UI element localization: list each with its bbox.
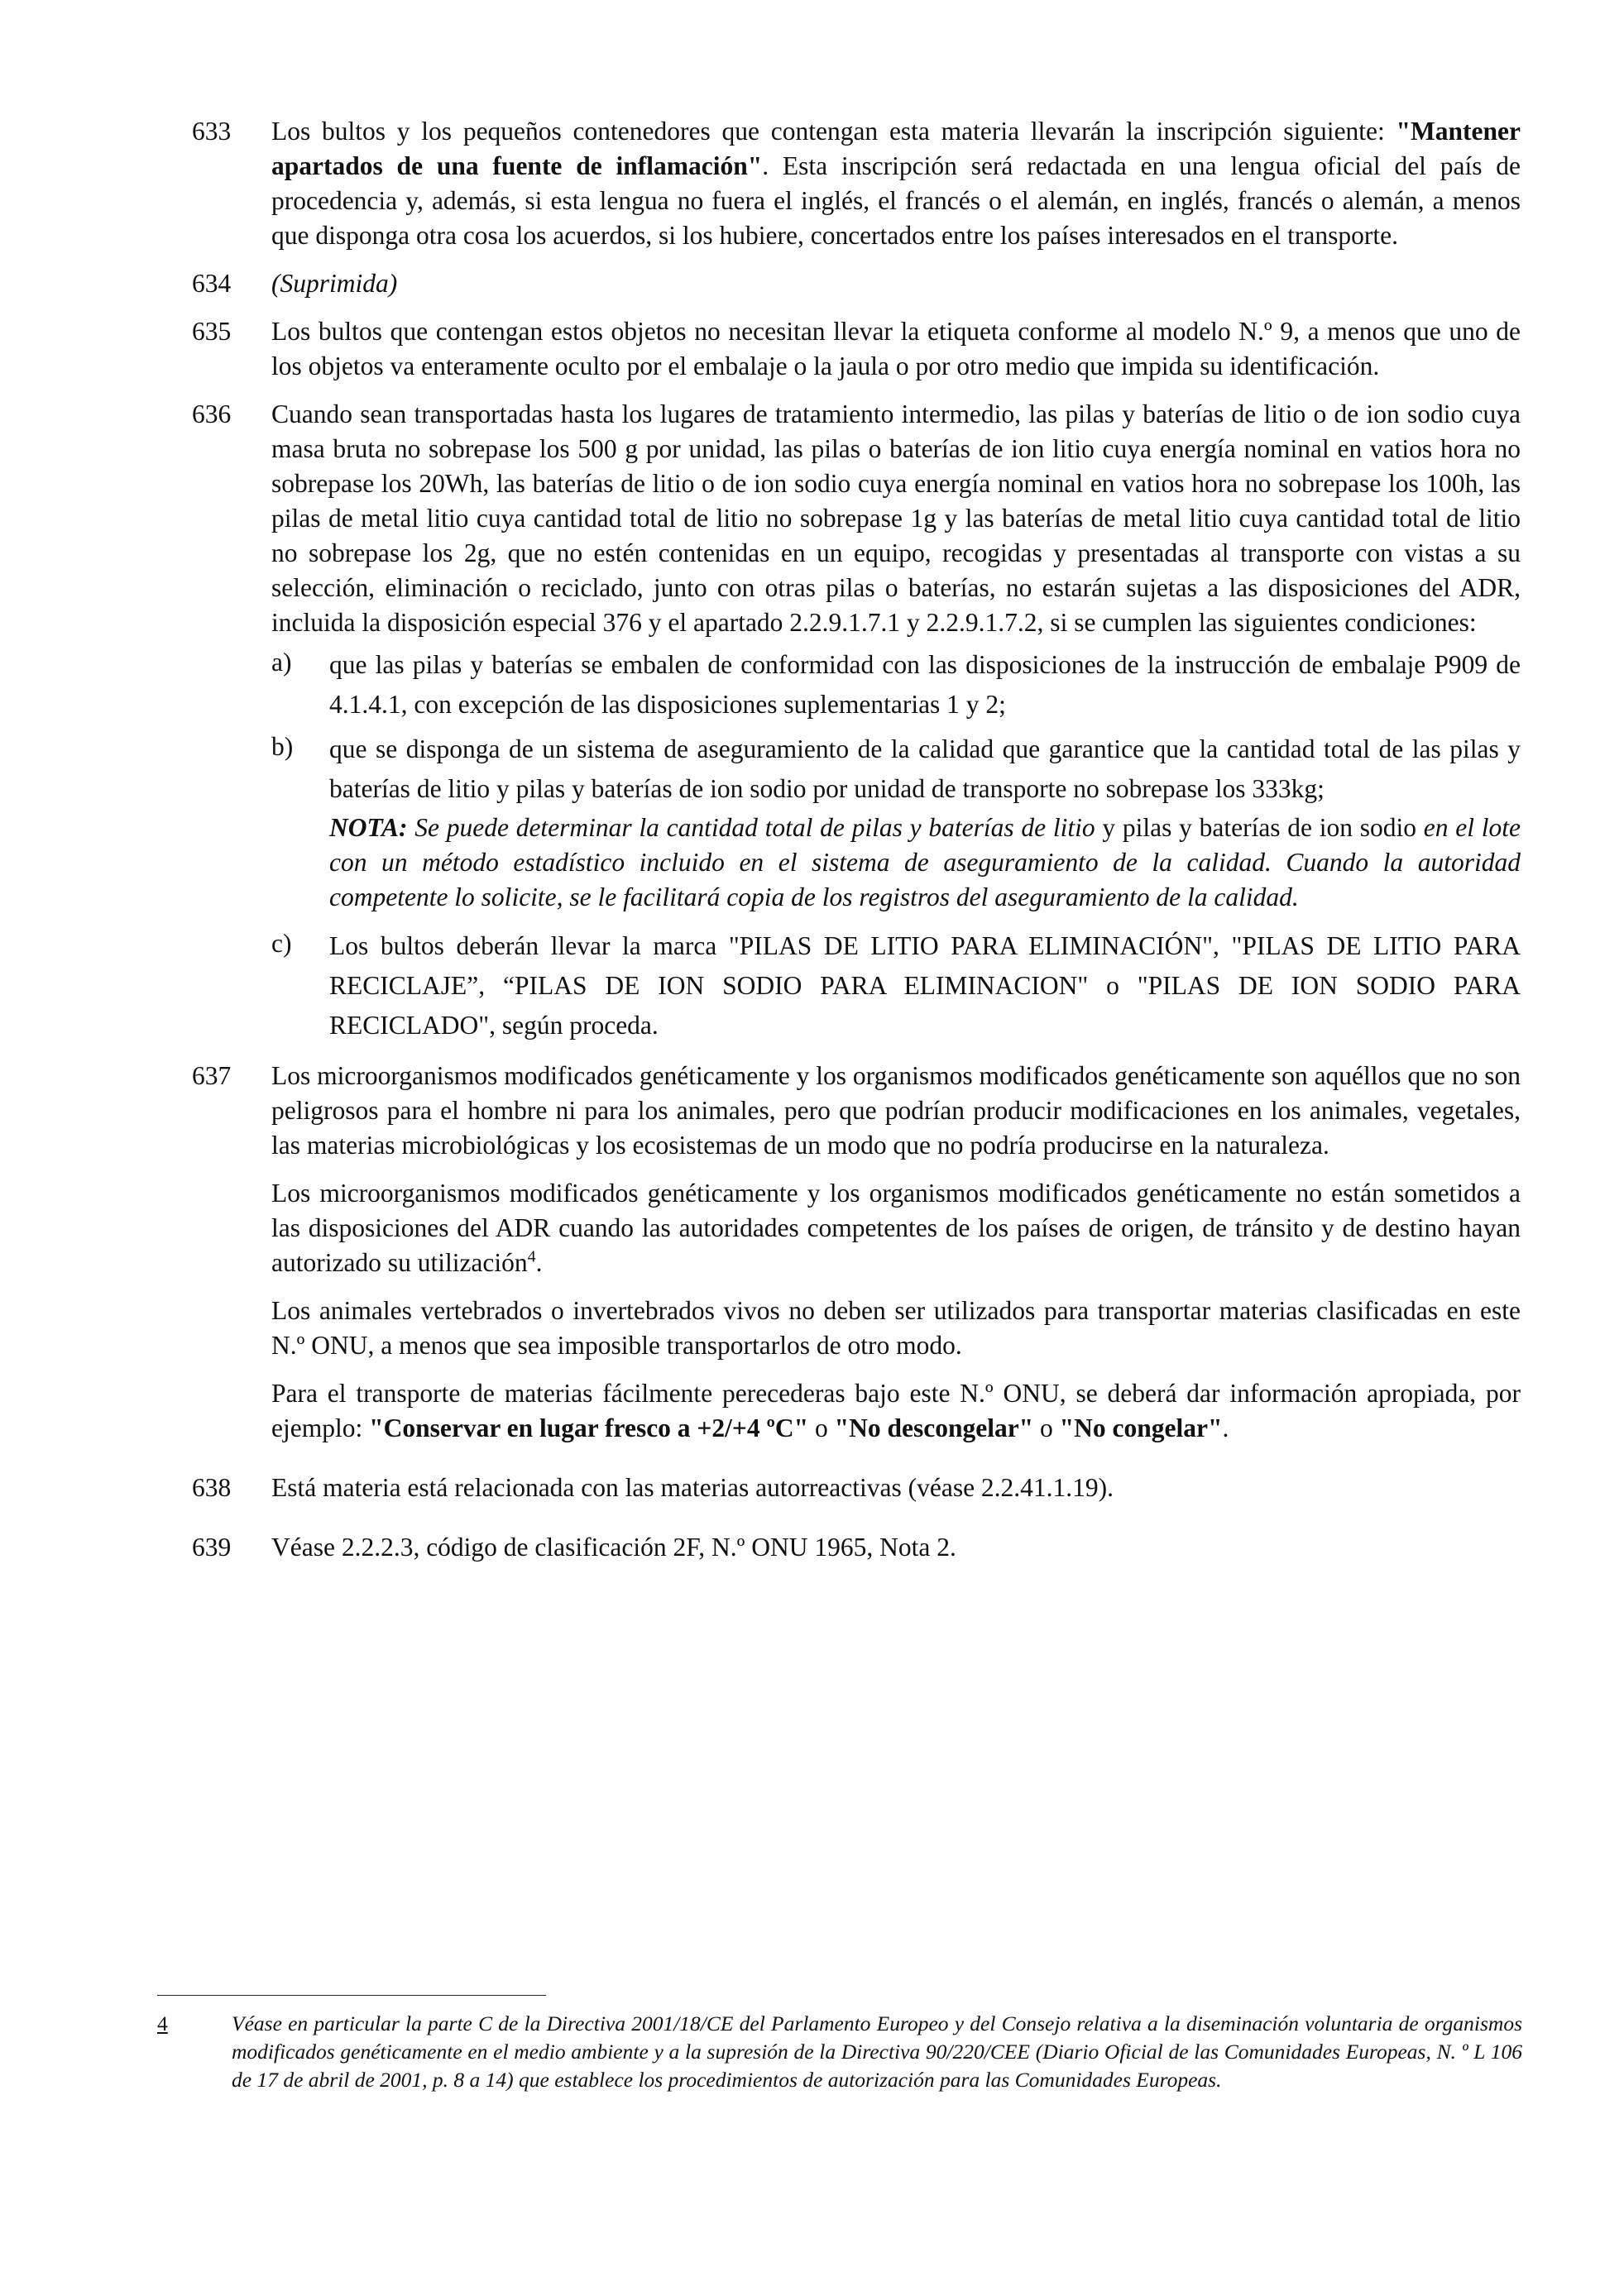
provision-body xyxy=(271,1530,1521,1565)
provision-paragraph: Los microorganismos modificados genéticamente y los organismos modificados genéticamente no están sometidos a las disposiciones del ADR cuando las autoridades competentes de los países de origen, de tránsito y de destino hayan autorizado su utilización$^4$. xyxy=(271,1179,1521,1277)
provision-body xyxy=(271,314,1521,384)
provision-number: 633 xyxy=(192,117,232,146)
condition-label: a) xyxy=(271,648,292,677)
condition-item-b xyxy=(271,729,1521,921)
footnote-reference[interactable]: 4 xyxy=(527,1247,536,1266)
condition-item-c xyxy=(271,926,1521,1045)
provision-633 xyxy=(192,114,1521,253)
condition-text: que las pilas y baterías se embalen de conformidad con las disposiciones de la instrucción de embalaje P909 de 4.1.4.1, con excepción de las disposiciones suplementarias 1 y 2; xyxy=(329,650,1521,719)
provision-body xyxy=(271,397,1521,1045)
condition-text: Los bultos deberán llevar la marca "PILAS DE LITIO PARA ELIMINACIÓN", "PILAS DE LITIO PARA RECICLAJE”, “PILAS DE ION SODIO PARA ELIMINACION" o "PILAS DE ION SODIO PARA RECICLADO", según proceda. xyxy=(329,931,1521,1040)
condition-text: que se disponga de un sistema de aseguramiento de la calidad que garantice que la cantidad total de las pilas y baterías de litio y pilas y baterías de ion sodio por unidad de transporte no sobrepase los 333kg; xyxy=(329,734,1521,803)
provision-number: 637 xyxy=(192,1061,232,1090)
provision-635 xyxy=(192,314,1521,384)
footnote-number: 4 xyxy=(157,2011,168,2035)
footnote xyxy=(157,2010,1522,2094)
provision-text: (Suprimida) xyxy=(271,269,398,298)
footnote-text: Véase en particular la parte C de la Directiva 2001/18/CE del Parlamento Europeo y del Consejo relativa a la diseminación voluntaria de organismos modificados genéticamente en el medio ambiente y a la supresión de la Directiva 90/220/CEE (Diario Oficial de las Comunidades Europeas, N. º L 106 de 17 de abril de 2001, p. 8 a 14) que establece los procedimientos de autorización para las Comunidades Europeas. xyxy=(232,2011,1522,2092)
provision-634 xyxy=(192,266,1521,301)
provision-637 xyxy=(192,1059,1521,1446)
condition-label: c) xyxy=(271,929,292,958)
provision-body xyxy=(271,266,1521,301)
provision-number: 639 xyxy=(192,1533,232,1562)
provision-636 xyxy=(192,397,1521,1045)
provision-body xyxy=(271,1059,1521,1446)
provision-text: Cuando sean transportadas hasta los lugares de tratamiento intermedio, las pilas y baterías de litio o de ion sodio cuya masa bruta no sobrepase los 500 g por unidad, las pilas o baterías de ion litio cuya energía nominal en vatios hora no sobrepase los 20Wh, las baterías de litio o de ion sodio cuya energía nominal en vatios hora no sobrepase los 100h, las pilas de metal litio cuya cantidad total de litio no sobrepase 1g y las baterías de metal litio cuya cantidad total de litio no sobrepase los 2g, que no estén contenidas en un equipo, recogidas y presentadas al transporte con vistas a su selección, eliminación o reciclado, junto con otras pilas o baterías, no estarán sujetas a las disposiciones del ADR, incluida la disposición especial 376 y el apartado 2.2.9.1.7.1 y 2.2.9.1.7.2, si se cumplen las siguientes condiciones: xyxy=(271,399,1521,637)
provision-number: 638 xyxy=(192,1473,232,1502)
provision-text: Los bultos y los pequeños contenedores que contengan esta materia llevarán la inscripción siguiente: "Mantener apartados de una fuente de inflamación". Esta inscripción será redactada en una lengua oficial del país de procedencia y, además, si esta lengua no fuera el inglés, el francés o el alemán, en inglés, francés o alemán, a menos que disponga otra cosa los acuerdos, si los hubiere, concertados entre los países interesados en el transporte. xyxy=(271,117,1521,250)
footnote-divider xyxy=(157,1995,546,1996)
provision-638 xyxy=(192,1471,1521,1505)
provision-text: Los bultos que contengan estos objetos no necesitan llevar la etiqueta conforme al modelo N.º 9, a menos que uno de los objetos va enteramente oculto por el embalaje o la jaula o por otro medio que impida su identificación. xyxy=(271,317,1521,380)
provision-number: 635 xyxy=(192,317,232,346)
note-label: NOTA: xyxy=(329,813,408,842)
provision-number: 636 xyxy=(192,399,232,428)
provision-text: Véase 2.2.2.3, código de clasificación 2F, N.º ONU 1965, Nota 2. xyxy=(271,1533,956,1562)
bold-inscription: "Mantener apartados de una fuente de inflamación" xyxy=(271,117,1521,180)
provision-body xyxy=(271,114,1521,253)
provision-paragraph: Los animales vertebrados o invertebrados vivos no deben ser utilizados para transportar materias clasificadas en este N.º ONU, a menos que sea imposible transportarlos de otro modo. xyxy=(271,1296,1521,1360)
special-provisions-list xyxy=(192,114,1521,1578)
note-block: NOTA: Se puede determinar la cantidad total de pilas y baterías de litio y pilas y baterías de ion sodio en el lote con un método estadístico incluido en el sistema de aseguramiento de la calidad. Cuando la autoridad competente lo solicite, se le facilitará copia de los registros del aseguramiento de la calidad. xyxy=(329,813,1521,911)
provision-paragraph: Los microorganismos modificados genéticamente y los organismos modificados genéticamente son aquéllos que no son peligrosos para el hombre ni para los animales, pero que podrían producir modificaciones en los animales, vegetales, las materias microbiológicas y los ecosistemas de un modo que no podría producirse en la naturaleza. xyxy=(271,1061,1521,1160)
provision-number: 634 xyxy=(192,269,232,298)
provision-text: Está materia está relacionada con las materias autorreactivas (véase 2.2.41.1.19). xyxy=(271,1473,1114,1502)
condition-item-a xyxy=(271,645,1521,725)
provision-639 xyxy=(192,1530,1521,1565)
provision-body xyxy=(271,1471,1521,1505)
condition-label: b) xyxy=(271,732,294,761)
provision-paragraph: Para el transporte de materias fácilmente perecederas bajo este N.º ONU, se deberá dar información apropiada, por ejemplo: "Conservar en lugar fresco a +2/+4 ºC" o "No descongelar" o "No congelar". xyxy=(271,1379,1521,1442)
